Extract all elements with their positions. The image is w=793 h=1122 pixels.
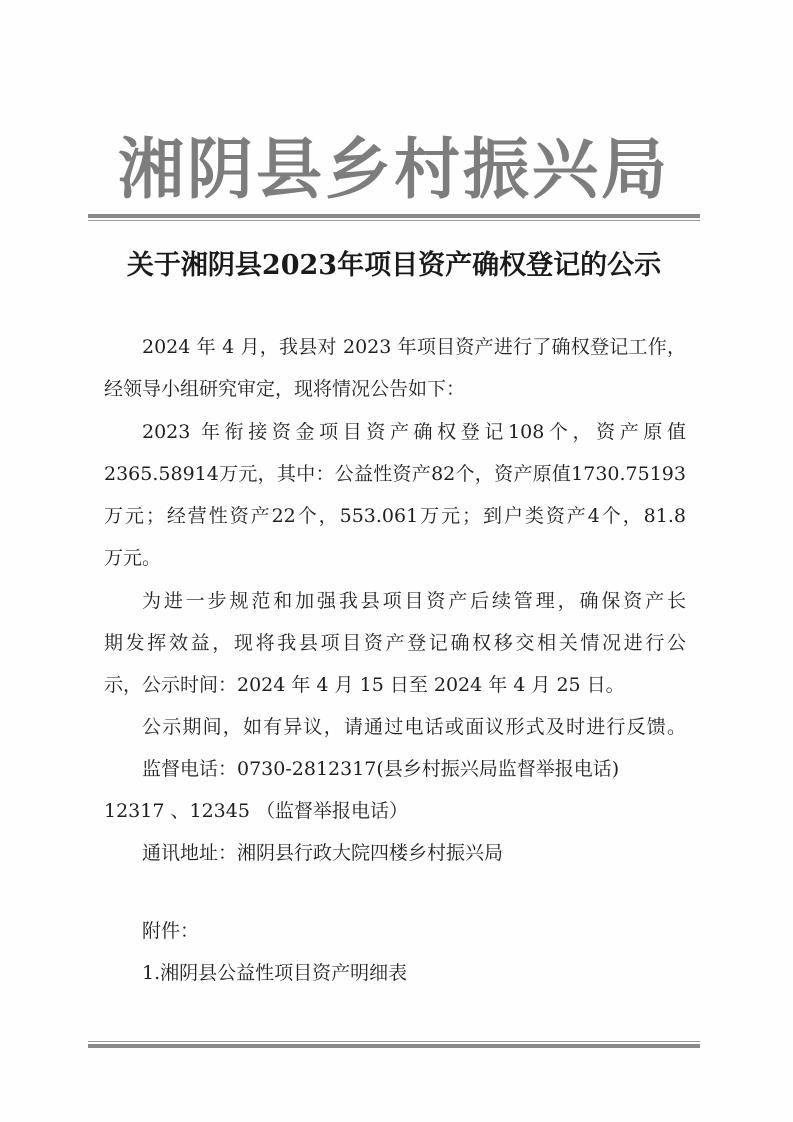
paragraph-assets-line: 2365.58914万元，其中：公益性资产82个，资产原值1730.75193 — [104, 463, 686, 485]
paragraph-assets-line: 万元；经营性资产22个，553.061万元；到户类资产4个，81.8 — [104, 505, 686, 527]
contact-address-line: 通讯地址：湘阴县行政大院四楼乡村振兴局 — [142, 842, 504, 864]
paragraph-management-line: 为进一步规范和加强我县项目资产后续管理，确保资产长 — [142, 590, 686, 612]
footer-rule-thin — [88, 1041, 700, 1042]
document-title: 关于湘阴县2023年项目资产确权登记的公示 — [126, 250, 662, 281]
org-header-title: 湘阴县乡村振兴局 — [118, 131, 670, 208]
header-rule-thick — [88, 214, 700, 218]
paragraph-feedback-line: 公示期间，如有异议，请通过电话或面议形式及时进行反馈。 — [142, 716, 686, 738]
paragraph-assets-line: 2023 年衔接资金项目资产确权登记108个，资产原值 — [142, 421, 686, 443]
attachments-label: 附件： — [142, 920, 200, 942]
paragraph-management-line: 期发挥效益，现将我县项目资产登记确权移交相关情况进行公 — [104, 632, 686, 654]
footer-rule-thick — [88, 1044, 700, 1048]
paragraph-management-line: 示，公示时间：2024 年 4 月 15 日至 2024 年 4 月 25 日。 — [104, 674, 625, 696]
supervision-phone-line: 监督电话：0730-2812317(县乡村振兴局监督举报电话) — [142, 758, 620, 780]
header-rule-thin — [88, 220, 700, 221]
paragraph-intro-line: 经领导小组研究审定，现将情况公告如下： — [104, 378, 466, 400]
paragraph-intro-line: 2024 年 4 月，我县对 2023 年项目资产进行了确权登记工作， — [142, 336, 686, 358]
attachment-item: 1.湘阴县公益性项目资产明细表 — [142, 962, 408, 984]
paragraph-assets-line: 万元。 — [104, 547, 162, 569]
supervision-phone-line: 12317 、12345 （监督举报电话） — [104, 800, 408, 822]
